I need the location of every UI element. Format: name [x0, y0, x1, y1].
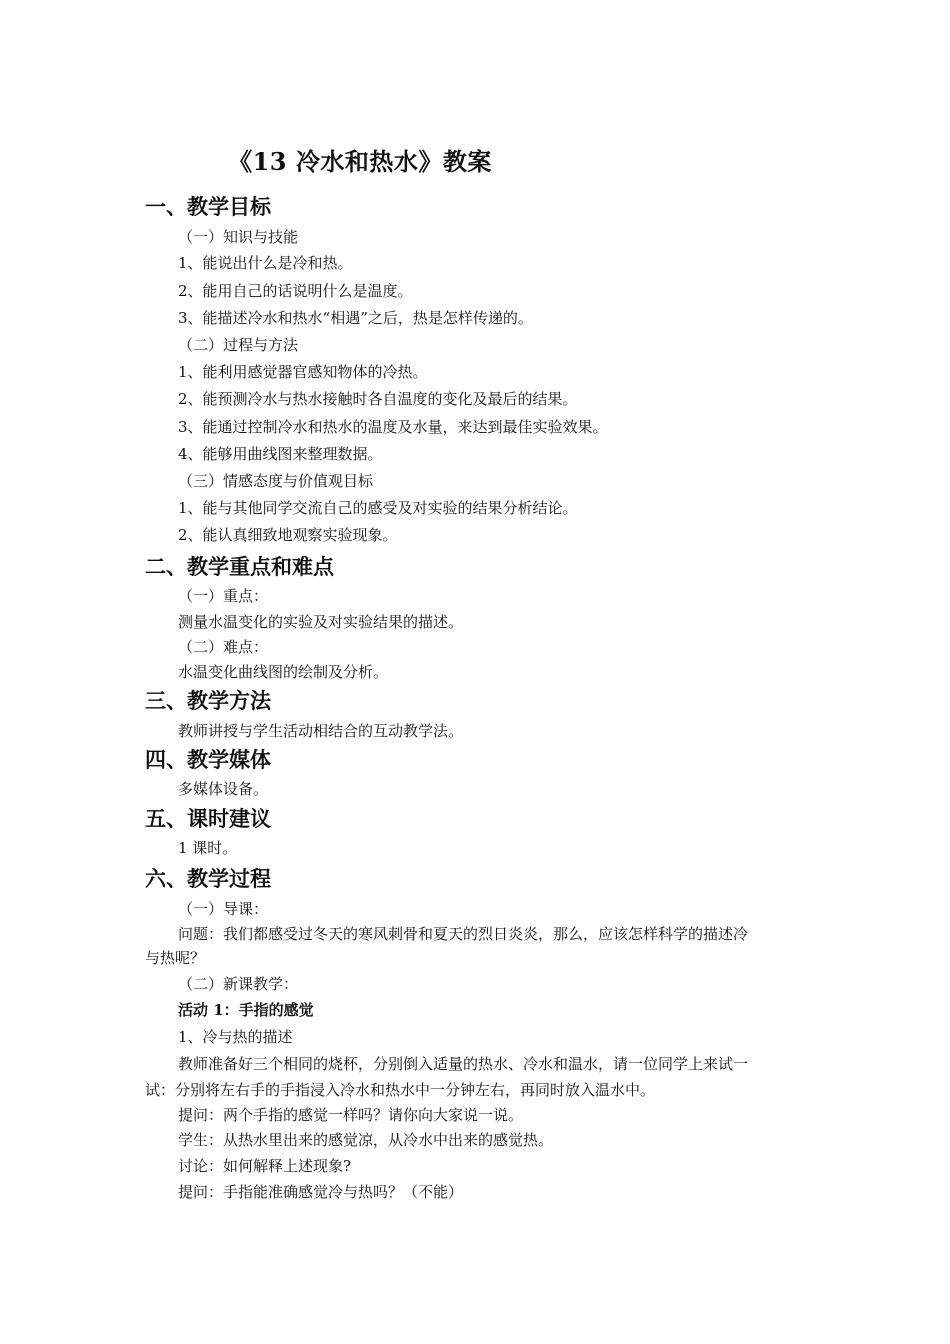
document-title: 《13 冷水和热水》教案: [228, 147, 492, 176]
paragraph-continuation: 与热呢？: [145, 949, 206, 967]
paragraph: 多媒体设备。: [178, 780, 269, 798]
subheading: （二）难点：: [178, 638, 269, 656]
list-item: 1、能利用感觉器官感知物体的冷热。: [178, 363, 428, 381]
section-heading-media: 四、教学媒体: [145, 747, 271, 772]
paragraph: 提问：两个手指的感觉一样吗？请你向大家说一说。: [178, 1106, 524, 1124]
paragraph: 讨论：如何解释上述现象?: [178, 1157, 352, 1175]
paragraph: 测量水温变化的实验及对实验结果的描述。: [178, 613, 464, 631]
paragraph: 问题：我们都感受过冬天的寒风刺骨和夏天的烈日炎炎，那么，应该怎样科学的描述冷: [178, 925, 749, 943]
list-item: 2、能认真细致地观察实验现象。: [178, 526, 398, 544]
list-item: 1、冷与热的描述: [178, 1028, 293, 1046]
section-heading-objectives: 一、教学目标: [145, 194, 271, 219]
activity-heading: 活动 1：手指的感觉: [178, 1001, 314, 1019]
subheading: （二）新课教学：: [178, 975, 299, 993]
paragraph: 水温变化曲线图的绘制及分析。: [178, 663, 389, 681]
paragraph-continuation: 试：分别将左右手的手指浸入冷水和热水中一分钟左右，再同时放入温水中。: [145, 1081, 656, 1099]
list-item: 3、能描述冷水和热水“相遇”之后，热是怎样传递的。: [178, 309, 533, 327]
subheading: （三）情感态度与价值观目标: [178, 472, 374, 490]
list-item: 1、能与其他同学交流自己的感受及对实验的结果分析结论。: [178, 499, 578, 517]
paragraph: 教师讲授与学生活动相结合的互动教学法。: [178, 722, 464, 740]
section-heading-hours: 五、课时建议: [145, 806, 271, 831]
list-item: 4、能够用曲线图来整理数据。: [178, 445, 383, 463]
section-heading-key-points: 二、教学重点和难点: [145, 554, 334, 579]
paragraph: 1 课时。: [178, 839, 238, 857]
paragraph: 学生：从热水里出来的感觉凉，从冷水中出来的感觉热。: [178, 1131, 554, 1149]
list-item: 3、能通过控制冷水和热水的温度及水量，来达到最佳实验效果。: [178, 418, 608, 436]
paragraph: 提问：手指能准确感觉冷与热吗？（不能）: [178, 1183, 464, 1201]
section-heading-method: 三、教学方法: [145, 688, 271, 713]
list-item: 1、能说出什么是冷和热。: [178, 254, 353, 272]
paragraph: 教师准备好三个相同的烧杯，分别倒入适量的热水、冷水和温水，请一位同学上来试一: [178, 1055, 749, 1073]
section-heading-process: 六、教学过程: [145, 866, 271, 891]
list-item: 2、能预测冷水与热水接触时各自温度的变化及最后的结果。: [178, 390, 578, 408]
subheading: （一）知识与技能: [178, 228, 299, 246]
subheading: （二）过程与方法: [178, 336, 299, 354]
subheading: （一）导课：: [178, 900, 269, 918]
list-item: 2、能用自己的话说明什么是温度。: [178, 282, 413, 300]
subheading: （一）重点：: [178, 587, 269, 605]
